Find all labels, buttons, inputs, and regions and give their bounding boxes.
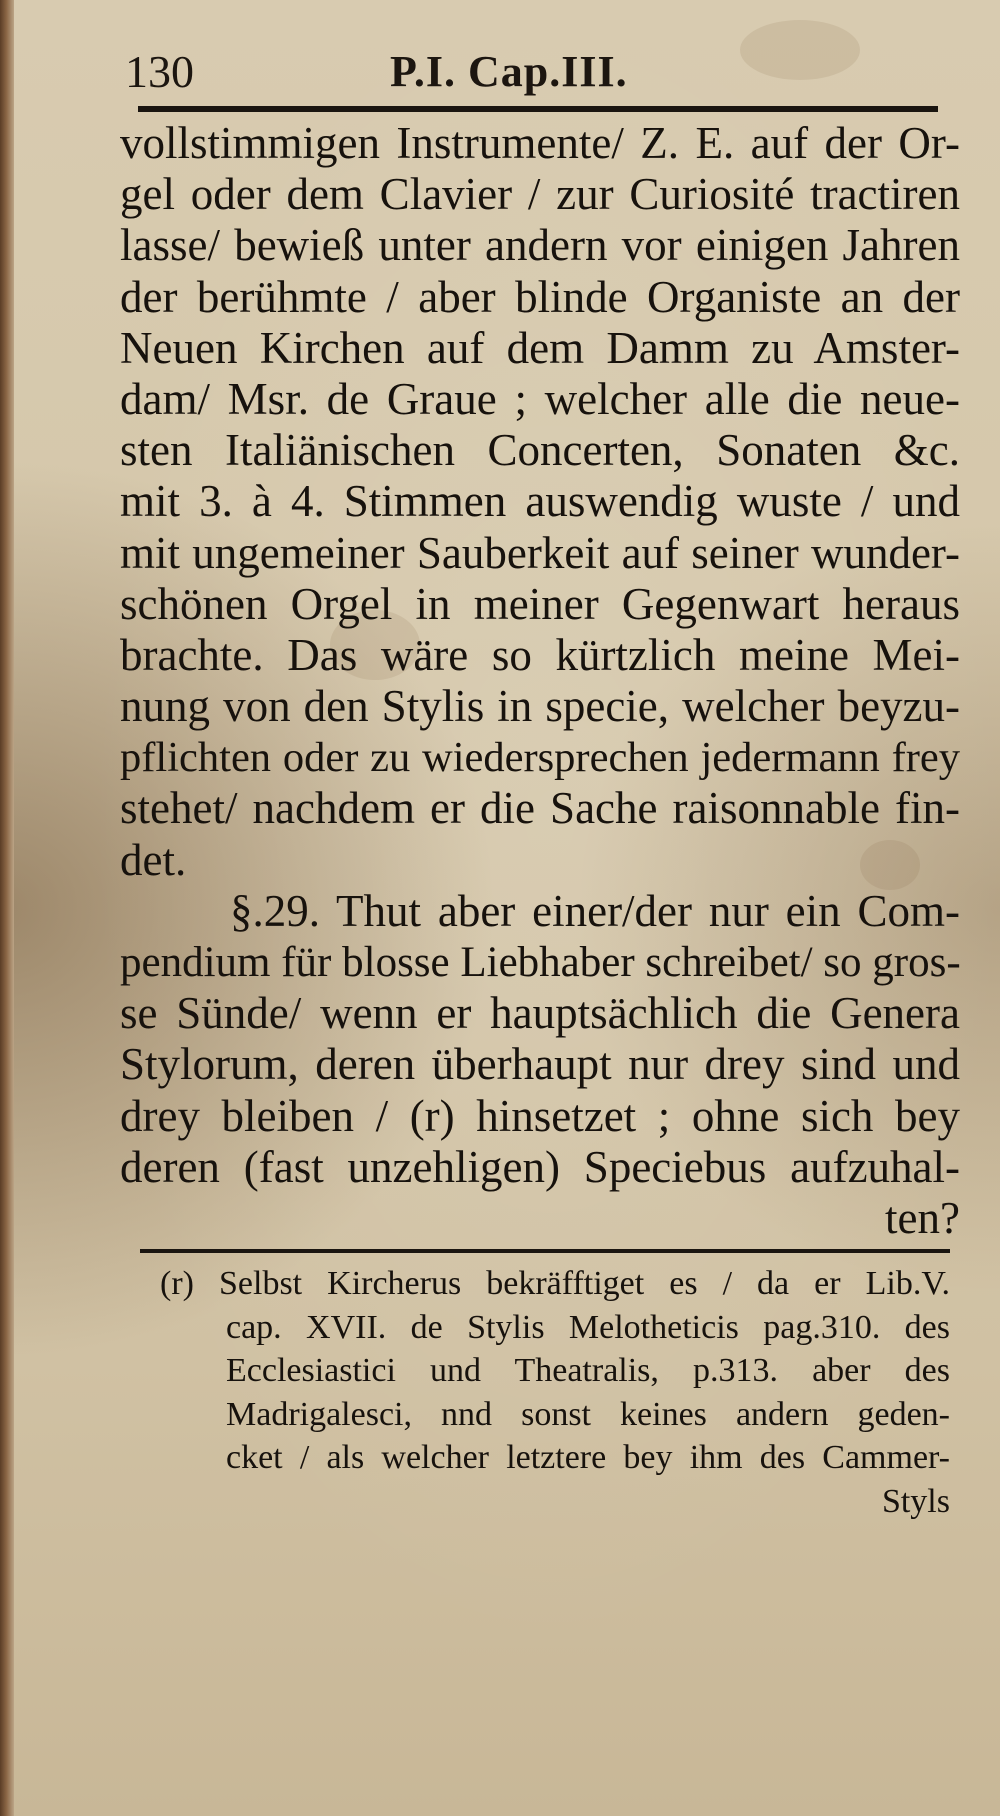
text-line: dam/ Msr. de Graue ; welcher alle die neue- <box>120 373 960 424</box>
page-number: 130 <box>125 46 194 97</box>
text-line: gel oder dem Clavier / zur Curiosité tractiren <box>120 169 960 220</box>
text-line: ten? <box>885 1192 960 1243</box>
paragraph-start-line: §.29. Thut aber einer/der nur ein Com- <box>230 885 960 936</box>
footnote-line: Ecclesiastici und Theatralis, p.313. aber des <box>226 1352 950 1389</box>
text-line: mit 3. à 4. Stimmen auswendig wuste / und <box>120 476 960 527</box>
text-line: stehet/ nachdem er die Sache raisonnable fin- <box>120 783 960 834</box>
text-line: se Sünde/ wenn er hauptsächlich die Genera <box>120 988 960 1039</box>
text-line: brachte. Das wäre so kürtzlich meine Mei- <box>120 629 960 680</box>
footnote <box>160 1262 950 1523</box>
text-line: pflichten oder zu wiedersprechen jedermann frey <box>120 734 960 782</box>
text-line: lasse/ bewieß unter andern vor einigen Jahren <box>120 220 960 271</box>
footnote-rule <box>140 1249 950 1253</box>
text-line: der berühmte / aber blinde Organiste an der <box>120 271 960 322</box>
text-line: drey bleiben / (r) hinsetzet ; ohne sich bey <box>120 1090 960 1141</box>
binding-gutter <box>0 0 14 1816</box>
running-head: P.I. Cap.III. <box>390 47 628 96</box>
text-line: Neuen Kirchen auf dem Damm zu Amster- <box>120 322 960 373</box>
footnote-line: Styls <box>881 1482 950 1520</box>
main-text <box>120 118 960 1244</box>
footnote-line: Madrigalesci, nnd sonst keines andern geden- <box>226 1395 950 1433</box>
text-line: nung von den Stylis in specie, welcher beyzu- <box>120 681 960 732</box>
footnote-line: cket / als welcher letztere bey ihm des Cammer- <box>226 1439 950 1476</box>
footnote-line: cap. XVII. de Stylis Melotheticis pag.310. des <box>226 1308 950 1346</box>
text-line: deren (fast unzehligen) Speciebus aufzuhal- <box>120 1141 960 1192</box>
text-line: vollstimmigen Instrumente/ Z. E. auf der Or- <box>120 118 960 168</box>
text-line: schönen Orgel in meiner Gegenwart heraus <box>120 578 960 629</box>
text-line: sten Italiänischen Concerten, Sonaten &c. <box>120 425 960 476</box>
header-rule <box>138 106 938 112</box>
text-line: mit ungemeiner Sauberkeit auf seiner wunder- <box>120 527 960 578</box>
text-line: det. <box>120 834 187 885</box>
text-line: pendium für blosse Liebhaber schreibet/ so gros- <box>120 939 961 986</box>
footnote-line: (r) Selbst Kircherus bekräfftiget es / da er Lib.V. <box>160 1265 950 1302</box>
page-header <box>125 44 945 100</box>
text-line: Stylorum, deren überhaupt nur drey sind und <box>120 1039 960 1090</box>
